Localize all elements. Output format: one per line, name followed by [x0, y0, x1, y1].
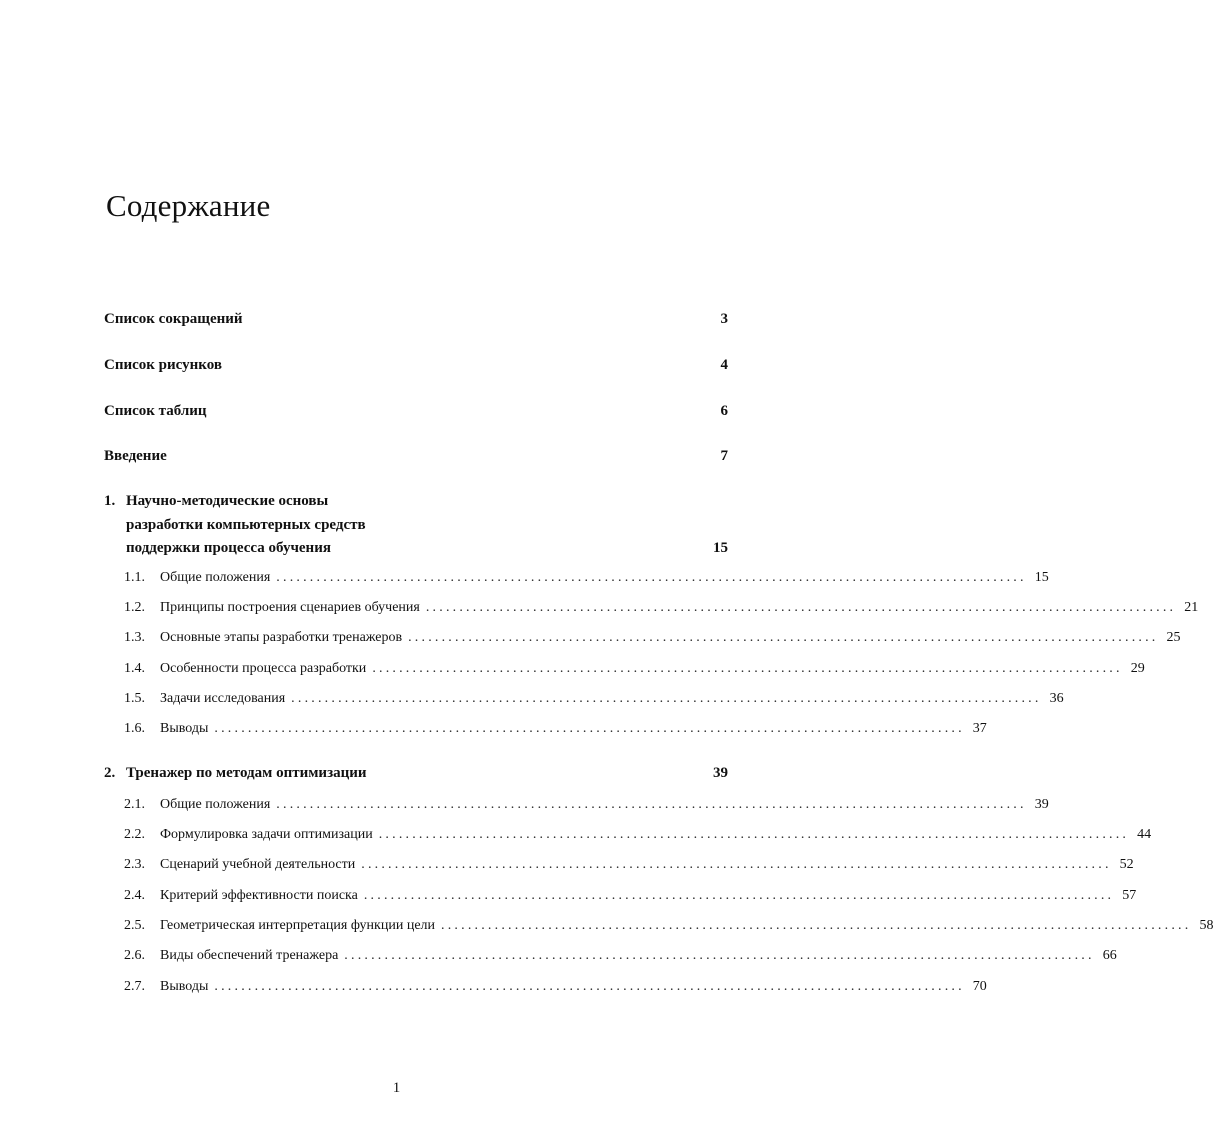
leader-dots: ................................................................................................................	[291, 691, 1042, 706]
leader-dots: ................................................................................................................	[276, 570, 1027, 585]
leader-dots: ................................................................................................................	[214, 979, 965, 994]
section-number: 2.3.	[124, 857, 145, 872]
section-page: 39	[1034, 797, 1049, 812]
chapter-number: 2.	[104, 765, 116, 781]
leader-dots: ................................................................................................................	[214, 721, 965, 736]
leader-dots: ................................................................................................................	[378, 827, 1130, 842]
page-title: Содержание	[106, 188, 271, 223]
section-page: 15	[1034, 570, 1049, 585]
toc-entry-title: Список сокращений	[104, 311, 243, 327]
section-number: 1.6.	[124, 721, 145, 736]
section-title: Формулировка задачи оптимизации	[160, 827, 373, 842]
toc-entry-title: Список рисунков	[104, 357, 222, 373]
toc-section-1-1[interactable]	[124, 568, 1049, 588]
section-title: Выводы	[160, 721, 209, 736]
leader-dots: ................................................................................................................	[425, 600, 1177, 615]
section-page: 29	[1130, 661, 1145, 676]
toc-section-2-4[interactable]	[124, 886, 1137, 906]
toc-section-1-2[interactable]	[124, 598, 1199, 618]
section-title: Общие положения	[160, 570, 271, 585]
leader-dots: ................................................................................................................	[276, 797, 1027, 812]
page-number: 1	[392, 1080, 401, 1096]
section-number: 2.2.	[124, 827, 145, 842]
toc-section-1-4[interactable]	[124, 659, 1145, 679]
section-title: Основные этапы разработки тренажеров	[160, 630, 403, 645]
toc-entry-page: 6	[720, 403, 728, 419]
section-number: 1.1.	[124, 570, 145, 585]
section-number: 1.3.	[124, 630, 145, 645]
section-number: 1.5.	[124, 691, 145, 706]
chapter-number: 1.	[104, 493, 116, 509]
section-page: 21	[1184, 600, 1199, 615]
toc-section-1-5[interactable]	[124, 689, 1064, 709]
toc-chapter-2[interactable]	[104, 762, 728, 786]
chapter-page: 15	[713, 540, 728, 556]
section-page: 44	[1137, 827, 1152, 842]
toc-section-2-3[interactable]	[124, 855, 1134, 875]
chapter-title-line: Тренажер по методам оптимизации	[126, 765, 367, 781]
chapter-title-line: Научно-методические основы	[126, 493, 329, 509]
toc-entry-introduction[interactable]	[104, 446, 728, 466]
section-page: 36	[1049, 691, 1064, 706]
toc-entry-tables[interactable]	[104, 401, 728, 421]
section-title: Особенности процесса разработки	[160, 661, 367, 676]
section-page: 66	[1102, 948, 1117, 963]
section-number: 2.4.	[124, 888, 145, 903]
leader-dots: ................................................................................................................	[363, 888, 1115, 903]
toc-section-1-6[interactable]	[124, 719, 987, 739]
toc-entry-page: 7	[720, 448, 728, 464]
toc-section-1-3[interactable]	[124, 628, 1181, 648]
leader-dots: ................................................................................................................	[361, 857, 1112, 872]
toc-entry-title: Список таблиц	[104, 403, 207, 419]
toc-section-2-6[interactable]	[124, 946, 1117, 966]
section-number: 2.6.	[124, 948, 145, 963]
toc-section-2-2[interactable]	[124, 825, 1152, 845]
toc-entry-page: 4	[720, 357, 728, 373]
section-title: Критерий эффективности поиска	[160, 888, 358, 903]
section-title: Принципы построения сценариев обучения	[160, 600, 420, 615]
section-page: 25	[1166, 630, 1181, 645]
chapter-title-line: поддержки процесса обучения	[126, 540, 331, 556]
toc-entry-figures[interactable]	[104, 355, 728, 375]
section-page: 57	[1122, 888, 1137, 903]
chapter-title-line: разработки компьютерных средств	[126, 516, 366, 533]
toc-section-2-1[interactable]	[124, 795, 1049, 815]
toc-entry-page: 3	[720, 311, 728, 327]
section-title: Виды обеспечений тренажера	[160, 948, 339, 963]
toc-section-2-5[interactable]	[124, 916, 1213, 936]
section-number: 2.7.	[124, 979, 145, 994]
section-number: 1.2.	[124, 600, 145, 615]
section-title: Задачи исследования	[160, 691, 286, 706]
section-page: 58	[1199, 918, 1213, 933]
leader-dots: ................................................................................................................	[408, 630, 1159, 645]
toc-chapter-1[interactable]	[104, 490, 728, 561]
toc-entry-abbreviations[interactable]	[104, 309, 728, 329]
section-page: 52	[1119, 857, 1134, 872]
toc-section-2-7[interactable]	[124, 977, 987, 997]
section-title: Выводы	[160, 979, 209, 994]
leader-dots: ................................................................................................................	[372, 661, 1123, 676]
leader-dots: ................................................................................................................	[441, 918, 1192, 933]
chapter-page: 39	[713, 765, 728, 781]
toc-entry-title: Введение	[104, 448, 167, 464]
section-number: 1.4.	[124, 661, 145, 676]
section-number: 2.1.	[124, 797, 145, 812]
section-number: 2.5.	[124, 918, 145, 933]
section-title: Геометрическая интерпретация функции цели	[160, 918, 436, 933]
section-page: 70	[972, 979, 987, 994]
leader-dots: ................................................................................................................	[344, 948, 1095, 963]
section-title: Сценарий учебной деятельности	[160, 857, 356, 872]
section-title: Общие положения	[160, 797, 271, 812]
section-page: 37	[972, 721, 987, 736]
